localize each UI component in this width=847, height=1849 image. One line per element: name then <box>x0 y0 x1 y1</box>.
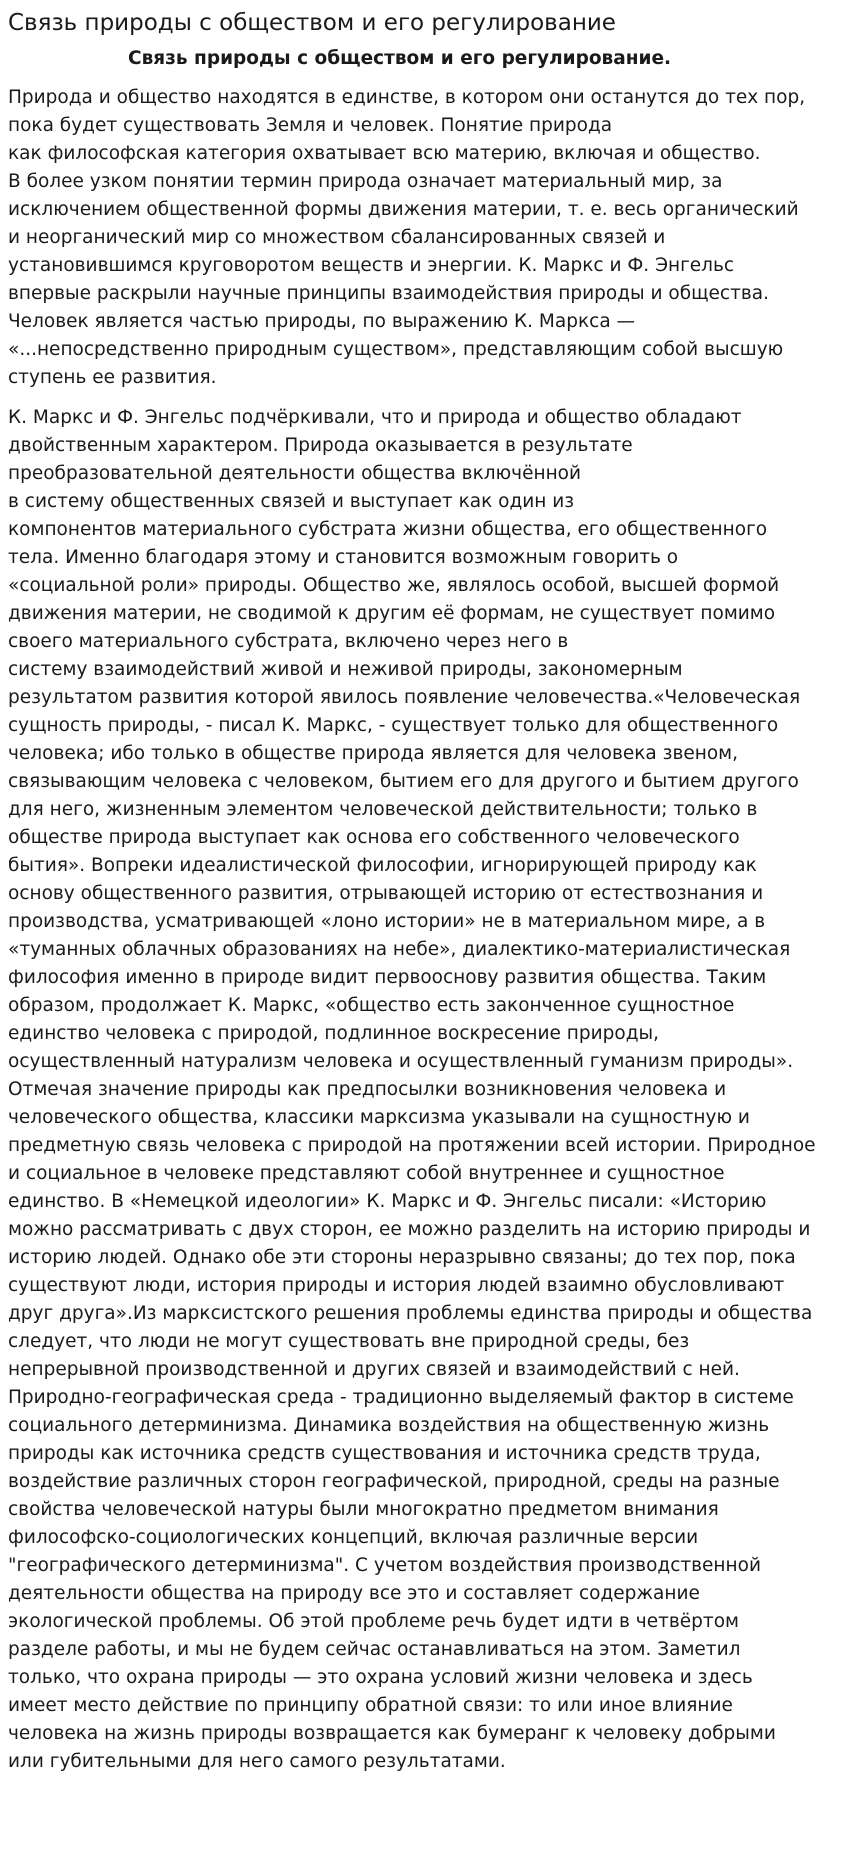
paragraph-line: В более узком понятии термин природа означает материальный мир, за <box>8 171 723 192</box>
paragraph-line: Природа и общество находятся в единстве, в котором они останутся до тех пор, <box>8 87 806 108</box>
paragraph-line: основу общественного развития, отрывающей историю от естествознания и <box>8 883 764 904</box>
paragraph-line: связывающим человека с человеком, бытием его для другого и бытием другого <box>8 771 799 792</box>
paragraph-line: пока будет существовать Земля и человек. Понятие природа <box>8 115 613 136</box>
paragraph-line: существуют люди, история природы и история людей взаимно обусловливают <box>8 1275 785 1296</box>
paragraph-line: Человек является частью природы, по выражению К. Маркса — <box>8 311 636 332</box>
paragraph-line: человека на жизнь природы возвращается как бумеранг к человеку добрыми <box>8 1723 776 1744</box>
paragraph-line: К. Маркс и Ф. Энгельс подчёркивали, что и природа и общество обладают <box>8 407 742 428</box>
paragraph-1 <box>8 84 843 392</box>
paragraph-line: имеет место действие по принципу обратной связи: то или иное влияние <box>8 1695 733 1716</box>
paragraph-line: двойственным характером. Природа оказывается в результате <box>8 435 633 456</box>
paragraph-line: единство человека с природой, подлинное воскресение природы, <box>8 1023 659 1044</box>
paragraph-line: социального детерминизма. Динамика воздействия на общественную жизнь <box>8 1415 770 1436</box>
paragraph-line: природы как источника средств существования и источника средств труда, <box>8 1443 761 1464</box>
paragraph-line: следует, что люди не могут существовать вне природной среды, без <box>8 1331 690 1352</box>
paragraph-line: производства, усматривающей «лоно истории» не в материальном мире, а в <box>8 911 766 932</box>
paragraph-line: впервые раскрыли научные принципы взаимодействия природы и общества. <box>8 283 769 304</box>
paragraph-line: или губительными для него самого результатами. <box>8 1751 506 1772</box>
paragraph-line: и социальное в человеке представляют собой внутреннее и сущностное <box>8 1163 725 1184</box>
paragraph-line: Природно-географическая среда - традиционно выделяемый фактор в системе <box>8 1387 794 1408</box>
paragraph-line: воздействие различных сторон географической, природной, среды на разные <box>8 1471 780 1492</box>
paragraph-line: и неорганический мир со множеством сбалансированных связей и <box>8 227 666 248</box>
paragraph-line: «социальной роли» природы. Общество же, являлось особой, высшей формой <box>8 575 780 596</box>
paragraph-line: как философская категория охватывает всю материю, включая и общество. <box>8 143 761 164</box>
paragraph-line: деятельности общества на природу все это и составляет содержание <box>8 1583 700 1604</box>
paragraph-line: «туманных облачных образованиях на небе», диалектико-материалистическая <box>8 939 791 960</box>
paragraph-line: преобразовательной деятельности общества включённой <box>8 463 582 484</box>
paragraph-line: движения материи, не сводимой к другим её формам, не существует помимо <box>8 603 776 624</box>
paragraph-line: систему взаимодействий живой и неживой природы, закономерным <box>8 659 683 680</box>
paragraph-line: историю людей. Однако обе эти стороны неразрывно связаны; до тех пор, пока <box>8 1247 796 1268</box>
paragraph-line: компонентов материального субстрата жизни общества, его общественного <box>8 519 768 540</box>
page-title: Связь природы с обществом и его регулирование <box>8 10 616 36</box>
paragraph-line: ступень ее развития. <box>8 367 217 388</box>
paragraph-line: тела. Именно благодаря этому и становится возможным говорить о <box>8 547 679 568</box>
paragraph-line: разделе работы, и мы не будем сейчас останавливаться на этом. Заметил <box>8 1639 741 1660</box>
paragraph-line: исключением общественной формы движения материи, т. е. весь органический <box>8 199 799 220</box>
paragraph-line: экологической проблемы. Об этой проблеме речь будет идти в четвёртом <box>8 1611 739 1632</box>
paragraph-line: только, что охрана природы — это охрана условий жизни человека и здесь <box>8 1667 753 1688</box>
paragraph-line: свойства человеческой натуры были многократно предметом внимания <box>8 1499 719 1520</box>
paragraph-line: человека; ибо только в обществе природа является для человека звеном, <box>8 743 739 764</box>
paragraph-line: осуществленный натурализм человека и осуществленный гуманизм природы». <box>8 1051 794 1072</box>
paragraph-2 <box>8 404 843 1776</box>
paragraph-line: можно рассматривать с двух сторон, ее можно разделить на историю природы и <box>8 1219 811 1240</box>
paragraph-line: человеческого общества, классики марксизма указывали на сущностную и <box>8 1107 750 1128</box>
paragraph-line: непрерывной производственной и других связей и взаимодействий с ней. <box>8 1359 740 1380</box>
paragraph-line: обществе природа выступает как основа его собственного человеческого <box>8 827 740 848</box>
paragraph-line: результатом развития которой явилось появление человечества.«Человеческая <box>8 687 801 708</box>
paragraph-line: философия именно в природе видит первооснову развития общества. Таким <box>8 967 767 988</box>
paragraph-line: для него, жизненным элементом человеческой действительности; только в <box>8 799 758 820</box>
paragraph-line: "географического детерминизма". С учетом воздействия производственной <box>8 1555 761 1576</box>
paragraph-line: своего материального субстрата, включено через него в <box>8 631 569 652</box>
paragraph-line: бытия». Вопреки идеалистической философии, игнорирующей природу как <box>8 855 757 876</box>
paragraph-line: «...непосредственно природным существом», представляющим собой высшую <box>8 339 784 360</box>
paragraph-line: Отмечая значение природы как предпосылки возникновения человека и <box>8 1079 727 1100</box>
paragraph-line: философско-социологических концепций, включая различные версии <box>8 1527 699 1548</box>
paragraph-line: сущность природы, - писал К. Маркс, - существует только для общественного <box>8 715 779 736</box>
paragraph-line: предметную связь человека с природой на протяжении всей истории. Природное <box>8 1135 816 1156</box>
paragraph-line: в систему общественных связей и выступает как один из <box>8 491 575 512</box>
paragraph-line: установившимся круговоротом веществ и энергии. К. Маркс и Ф. Энгельс <box>8 255 735 276</box>
article-subtitle: Связь природы с обществом и его регулирование. <box>128 48 672 69</box>
paragraph-line: друг друга».Из марксистского решения проблемы единства природы и общества <box>8 1303 813 1324</box>
paragraph-line: образом, продолжает К. Маркс, «общество есть законченное сущностное <box>8 995 735 1016</box>
paragraph-line: единство. В «Немецкой идеологии» К. Маркс и Ф. Энгельс писали: «Историю <box>8 1191 767 1212</box>
